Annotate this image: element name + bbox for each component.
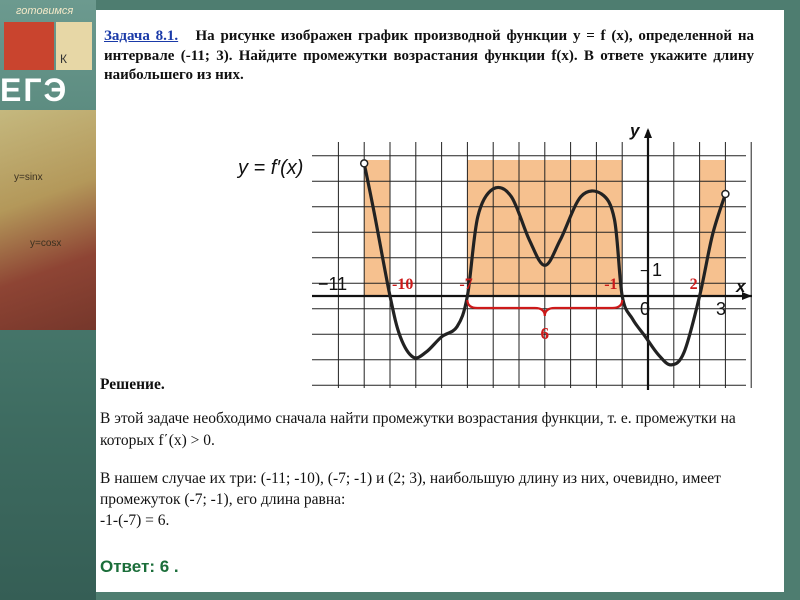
tick-label-minus11: −11 <box>318 274 348 294</box>
mark-label: -7 <box>459 276 473 293</box>
book-decoration <box>4 22 54 70</box>
task-label[interactable]: Задача 8.1. <box>104 28 179 44</box>
solution-heading: Решение. <box>100 376 165 393</box>
formula-cos: y=cosx <box>30 238 62 249</box>
math-sheet-decoration <box>0 110 96 330</box>
logo-ege-text: ЕГЭ <box>0 72 69 108</box>
solution-result: -1-(-7) = 6. <box>100 512 170 529</box>
answer: Ответ: 6 . <box>100 557 179 576</box>
mark-label: -1 <box>604 276 618 293</box>
mark-label: -10 <box>392 276 414 293</box>
curve-start-point <box>361 160 368 167</box>
tick-dash-1: − <box>640 263 650 280</box>
derivative-graph <box>216 122 756 394</box>
logo-top-text: готовимся <box>16 5 74 17</box>
solution-paragraph-2 <box>100 468 770 531</box>
tick-label-3: 3 <box>716 299 727 319</box>
y-axis-arrow <box>644 128 652 138</box>
axis-y-label: y <box>630 122 640 140</box>
ege-logo <box>0 0 96 330</box>
tick-label-0: 0 <box>640 299 651 319</box>
task-statement <box>104 27 754 86</box>
axis-x-label: x <box>736 277 746 296</box>
brace-label: 6 <box>540 324 550 343</box>
slide-card <box>96 10 784 592</box>
mark-label: 2 <box>689 276 698 293</box>
logo-letter: К <box>60 52 67 66</box>
function-label: y = f′(x) <box>238 157 304 179</box>
solution-paragraph-2-text: В нашем случае их три: (-11; -10), (-7; -1) и (2; 3), наибольшую длину из них, очевидно, имеет промежуток (-7; -1), его длина равна: <box>100 470 721 508</box>
curve-end-point <box>722 191 729 198</box>
task-text: На рисунке изображен график производной функции y = f (x), определенной на интервале (-11; 3). Найдите промежутки возрастания функции f(x). В ответе укажите длину наибольшего из них. <box>104 28 754 83</box>
solution-paragraph-1: В этой задаче необходимо сначала найти промежутки возрастания функции, т. е. промежутки на которых f΄(x) > 0. <box>100 410 736 449</box>
tick-label-1: 1 <box>652 260 663 280</box>
formula-sin: y=sinx <box>14 172 43 183</box>
